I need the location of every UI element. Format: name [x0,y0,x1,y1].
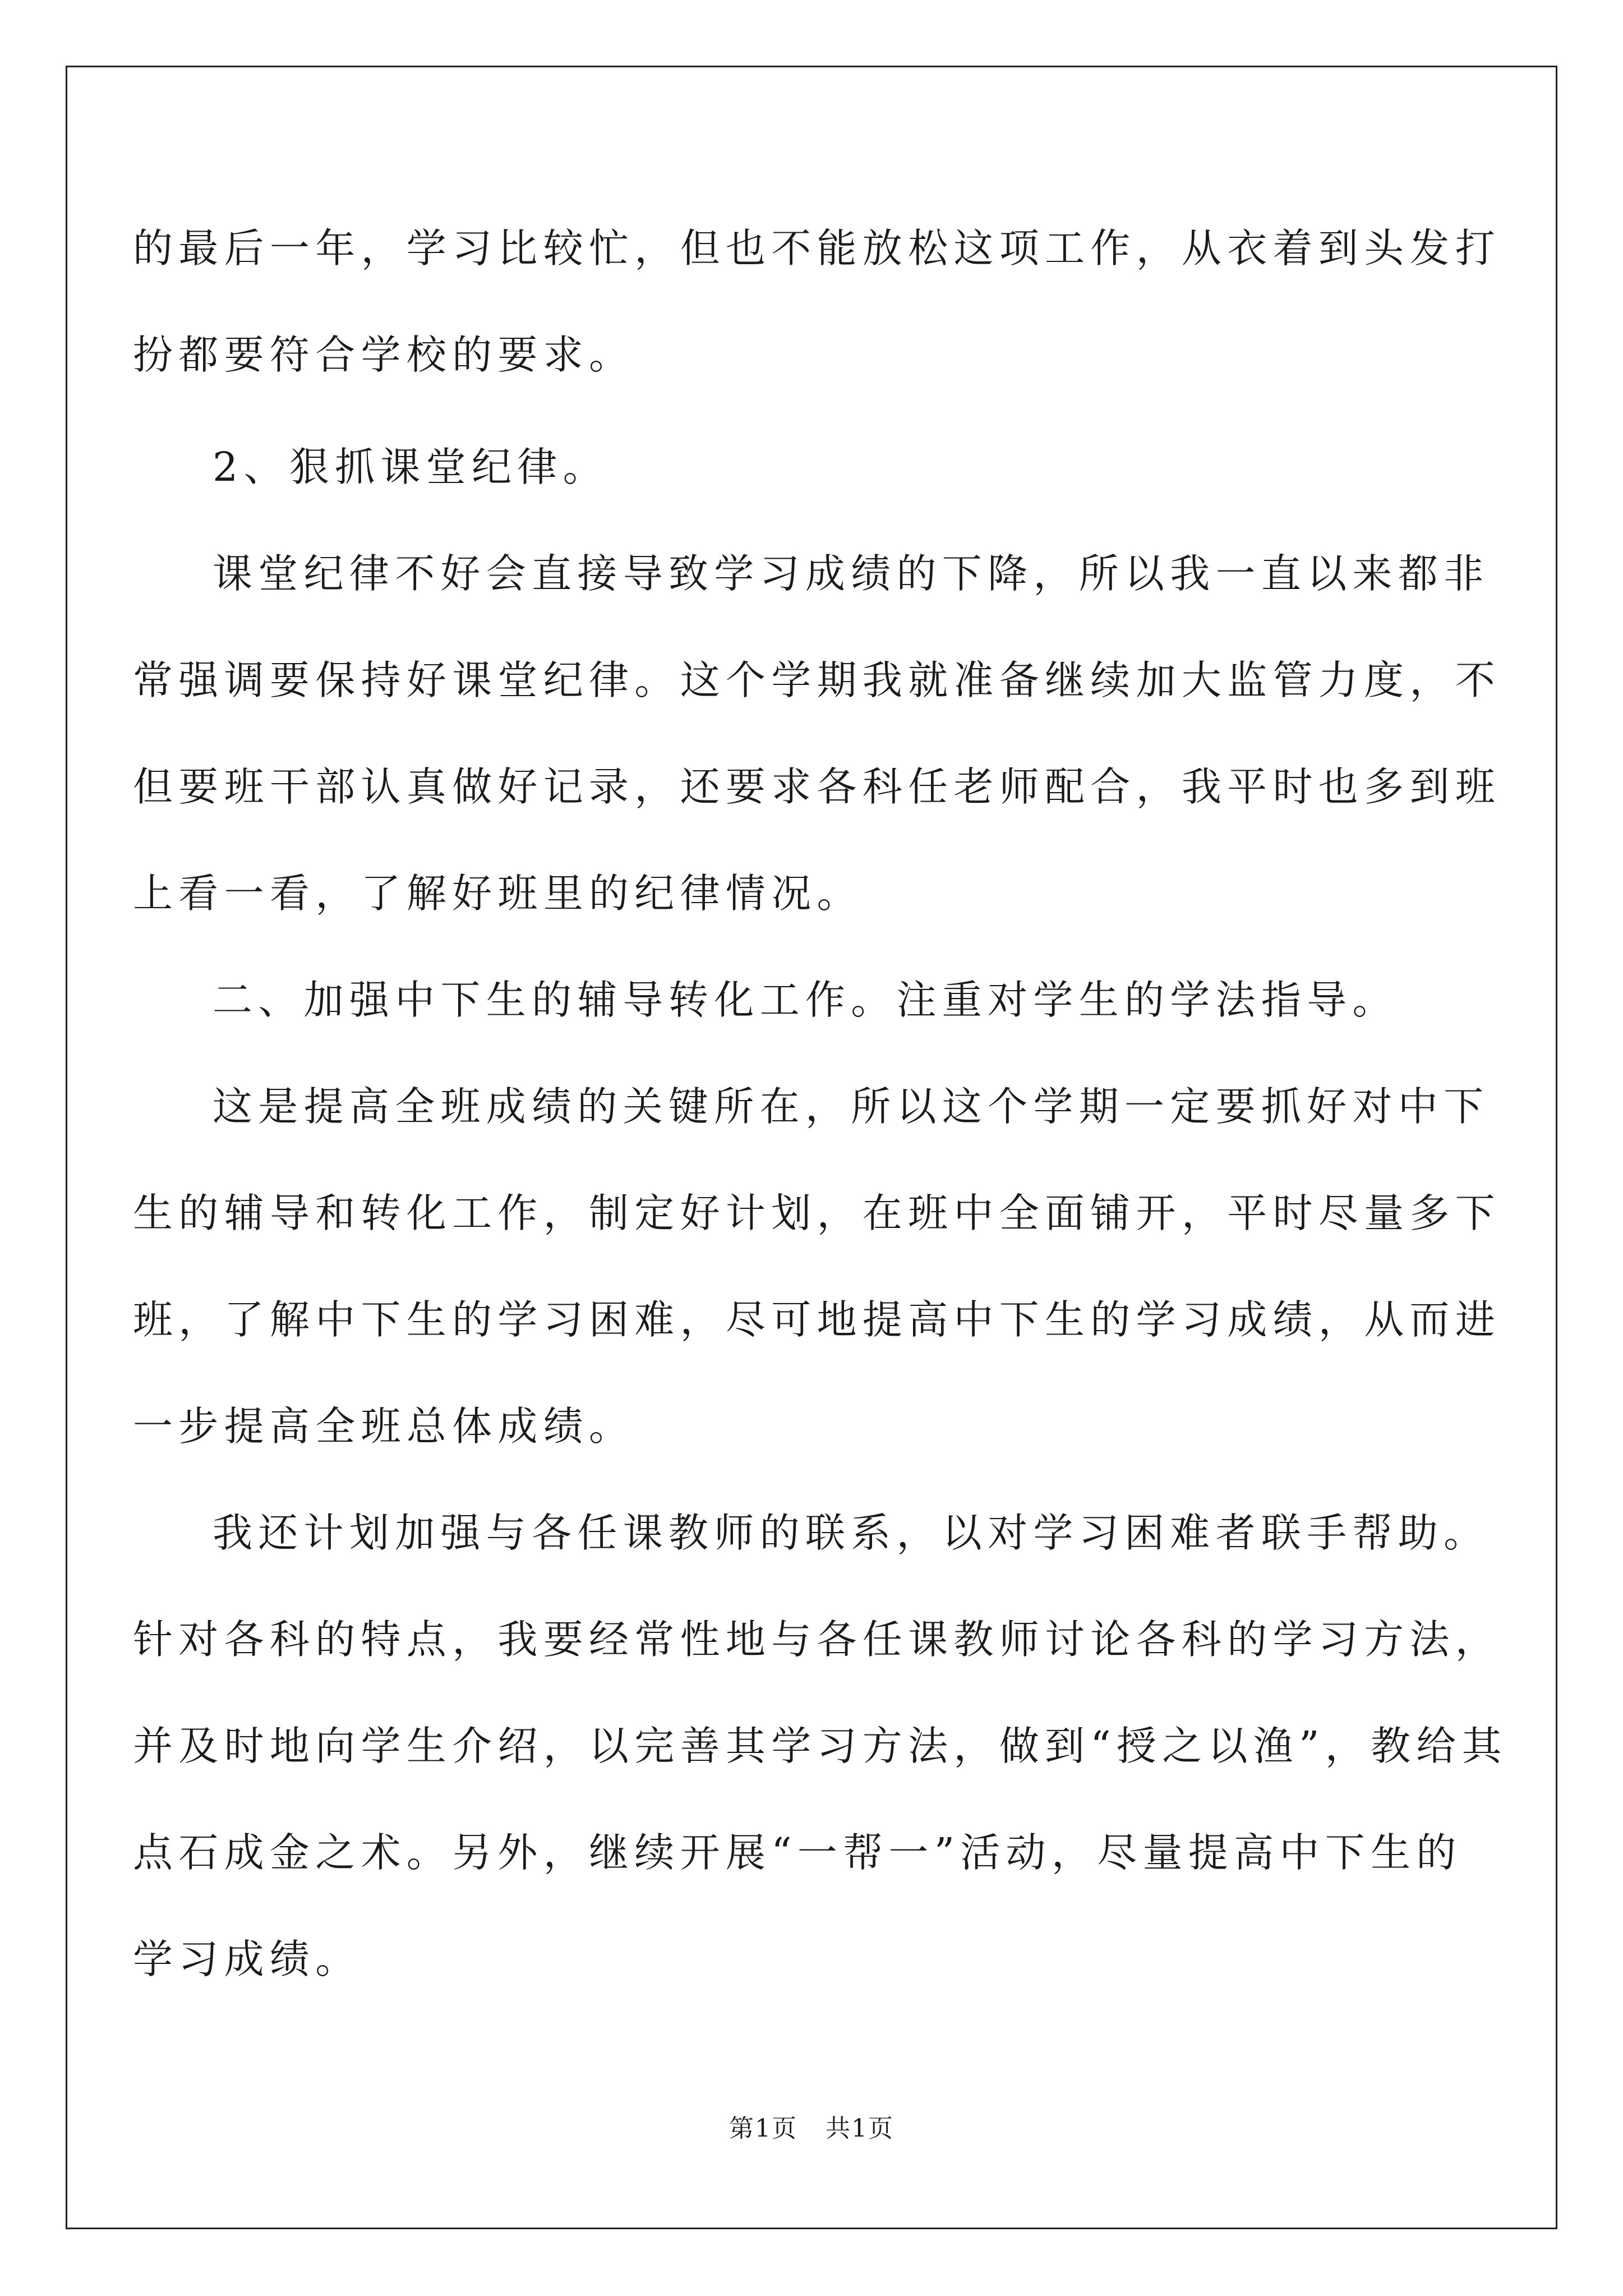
text-line: 我还计划加强与各任课教师的联系，以对学习困难者联手帮助。 [213,1510,1490,1556]
text-line: 班，了解中下生的学习困难，尽可地提高中下生的学习成绩，从而进 [133,1296,1501,1343]
list-heading: 2、狠抓课堂纪律。 [213,444,608,490]
text-line: 这是提高全班成绩的关键所在，所以这个学期一定要抓好对中下 [213,1083,1490,1130]
page-border [66,66,1557,2229]
text-line: 但要班干部认真做好记录，还要求各科任老师配合，我平时也多到班 [133,763,1501,810]
text-line: 并及时地向学生介绍，以完善其学习方法，做到“授之以渔”，教给其 [133,1723,1507,1769]
text-line: 学习成绩。 [133,1936,361,1982]
page-total: 共1页 [826,2114,894,2143]
text-line: 针对各科的特点，我要经常性地与各任课教师讨论各科的学习方法， [133,1616,1501,1663]
text-line: 扮都要符合学校的要求。 [133,332,635,378]
text-line: 常强调要保持好课堂纪律。这个学期我就准备继续加大监管力度，不 [133,657,1501,703]
page-footer [0,2115,1623,2143]
text-line: 点石成金之术。另外，继续开展“一帮一”活动，尽量提高中下生的 [133,1829,1462,1876]
text-line: 课堂纪律不好会直接导致学习成绩的下降，所以我一直以来都非 [213,550,1490,597]
text-line: 生的辅导和转化工作，制定好计划，在班中全面铺开，平时尽量多下 [133,1190,1501,1236]
text-line: 的最后一年，学习比较忙，但也不能放松这项工作，从衣着到头发打 [133,225,1501,272]
section-heading: 二、加强中下生的辅导转化工作。注重对学生的学法指导。 [213,977,1398,1023]
text-line: 上看一看，了解好班里的纪律情况。 [133,870,863,917]
page-number: 第1页 [729,2114,797,2143]
text-line: 一步提高全班总体成绩。 [133,1403,635,1450]
